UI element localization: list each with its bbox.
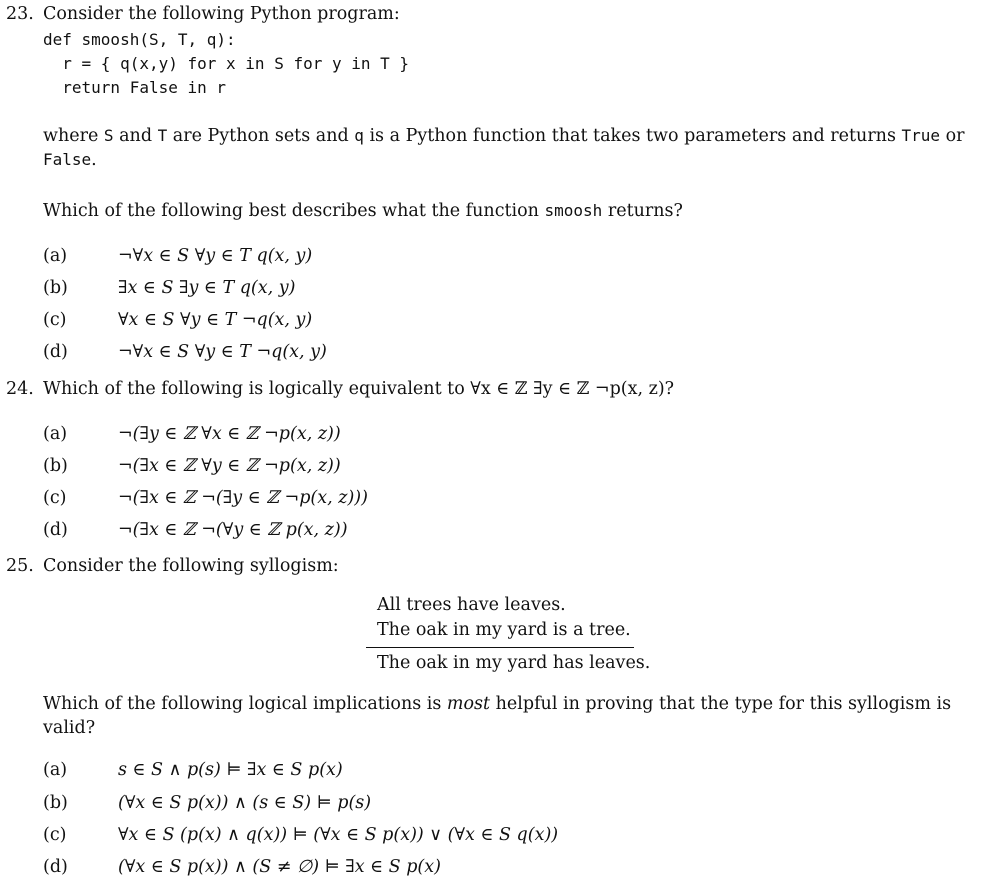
q25-option-c-text: ∀x ∈ S (p(x) ∧ q(x)) ⊨ (∀x ∈ S p(x)) ∨ (∀x ∈ S q(x)) [118, 825, 559, 845]
q24-option-a-text: ¬(∃y ∈ ℤ ∀x ∈ ℤ ¬p(x, z)) [118, 424, 341, 444]
q23-description: where S and T are Python sets and q is a Python function that takes two parameters and returns True or False. [43, 126, 965, 170]
q23-option-c-label: (c) [43, 310, 67, 330]
q24-option-b-text: ¬(∃x ∈ ℤ ∀y ∈ ℤ ¬p(x, z)) [118, 456, 341, 476]
q23-option-d-text: ¬∀x ∈ S ∀y ∈ T ¬q(x, y) [118, 342, 327, 362]
q24-option-c-label: (c) [43, 488, 67, 508]
q23-code-line-3: return False in r [43, 78, 227, 97]
q25-option-a-text: s ∈ S ∧ p(s) ⊨ ∃x ∈ S p(x) [118, 760, 343, 780]
syllogism-premise-1: All trees have leaves. [377, 595, 566, 615]
q25-number: 25. [6, 556, 34, 576]
q23-option-a-label: (a) [43, 246, 68, 266]
q25-option-a-label: (a) [43, 760, 68, 780]
q23-option-b-label: (b) [43, 278, 68, 298]
q24-title: Which of the following is logically equivalent to ∀x ∈ ℤ ∃y ∈ ℤ ¬p(x, z)? [43, 379, 675, 399]
q24-option-c-text: ¬(∃x ∈ ℤ ¬(∃y ∈ ℤ ¬p(x, z))) [118, 488, 368, 508]
q23-option-c-text: ∀x ∈ S ∀y ∈ T ¬q(x, y) [118, 310, 313, 330]
q23-question: Which of the following best describes what the function smoosh returns? [43, 201, 683, 221]
syllogism-conclusion: The oak in my yard has leaves. [377, 653, 651, 673]
q23-code-line-1: def smoosh(S, T, q): [43, 30, 236, 49]
q23-title: Consider the following Python program: [43, 4, 400, 24]
q25-option-c-label: (c) [43, 825, 67, 845]
q25-question: Which of the following logical implications is most helpful in proving that the type for this syllogism is valid? [43, 694, 952, 738]
q25-option-b-label: (b) [43, 793, 68, 813]
q24-option-b-label: (b) [43, 456, 68, 476]
q24-option-d-text: ¬(∃x ∈ ℤ ¬(∀y ∈ ℤ p(x, z)) [118, 520, 348, 540]
syllogism-divider [366, 647, 634, 648]
q23-option-d-label: (d) [43, 342, 68, 362]
q23-option-a-text: ¬∀x ∈ S ∀y ∈ T q(x, y) [118, 246, 313, 266]
syllogism-premise-2: The oak in my yard is a tree. [377, 620, 631, 640]
q25-option-d-text: (∀x ∈ S p(x)) ∧ (S ≠ ∅) ⊨ ∃x ∈ S p(x) [118, 857, 441, 877]
q24-option-a-label: (a) [43, 424, 68, 444]
q25-option-d-label: (d) [43, 857, 68, 877]
q23-option-b-text: ∃x ∈ S ∃y ∈ T q(x, y) [118, 278, 296, 298]
q23-number: 23. [6, 4, 34, 24]
q25-title: Consider the following syllogism: [43, 556, 339, 576]
q23-code-line-2: r = { q(x,y) for x in S for y in T } [43, 54, 410, 73]
q24-option-d-label: (d) [43, 520, 68, 540]
q24-number: 24. [6, 379, 34, 399]
q25-option-b-text: (∀x ∈ S p(x)) ∧ (s ∈ S) ⊨ p(s) [118, 793, 372, 813]
